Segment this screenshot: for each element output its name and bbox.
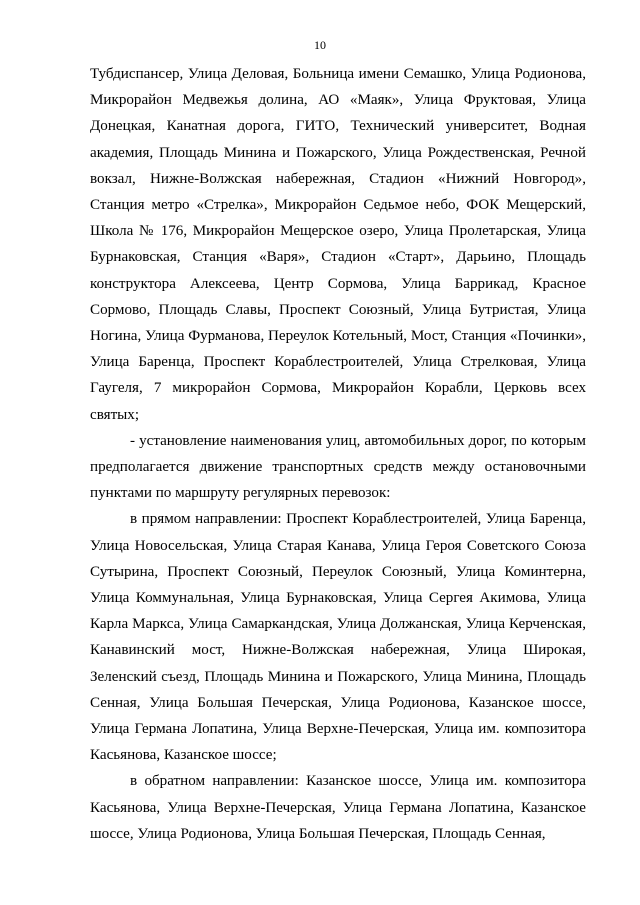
document-body [90,61,586,847]
paragraph-stop-list-continuation: Тубдиспансер, Улица Деловая, Больница имени Семашко, Улица Родионова, Микрорайон Медвежья долина, АО «Маяк», Улица Фруктовая, Улица Донецкая, Канатная дорога, ГИТО, Технический университет, Водная академия, Площадь Минина и Пожарского, Улица Рождественская, Речной вокзал, Нижне-Волжская набережная, Стадион «Нижний Новгород», Станция метро «Стрелка», Микрорайон Седьмое небо, ФОК Мещерский, Школа № 176, Микрорайон Мещерское озеро, Улица Пролетарская, Улица Бурнаковская, Станция «Варя», Стадион «Старт», Дарьино, Площадь конструктора Алексеева, Центр Сормова, Улица Баррикад, Красное Сормово, Площадь Славы, Проспект Союзный, Улица Бутристая, Улица Ногина, Улица Фурманова, Переулок Котельный, Мост, Станция «Починки», Улица Баренца, Проспект Кораблестроителей, Улица Стрелковая, Улица Гаугеля, 7 микрорайон Сормова, Микрорайон Корабли, Церковь всех святых; [90,66,586,423]
paragraph-forward-direction: в прямом направлении: Проспект Кораблестроителей, Улица Баренца, Улица Новосельская, Улица Старая Канава, Улица Героя Советского Союза Сутырина, Проспект Союзный, Переулок Союзный, Улица Коминтерна, Улица Коммунальная, Улица Бурнаковская, Улица Сергея Акимова, Улица Карла Маркса, Улица Самаркандская, Улица Должанская, Улица Керченская, Канавинский мост, Нижне-Волжская набережная, Улица Широкая, Зеленский съезд, Площадь Минина и Пожарского, Улица Минина, Площадь Сенная, Улица Большая Печерская, Улица Родионова, Казанское шоссе, Улица Германа Лопатина, Улица Верхне-Печерская, Улица им. композитора Касьянова, Казанское шоссе; [90,511,586,764]
paragraph-street-names-intro: - установление наименования улиц, автомобильных дорог, по которым предполагается движение транспортных средств между остановочными пунктами по маршруту регулярных перевозок: [90,432,586,502]
paragraph-reverse-direction: в обратном направлении: Казанское шоссе, Улица им. композитора Касьянова, Улица Верхне-Печерская, Улица Германа Лопатина, Казанское шоссе, Улица Родионова, Улица Большая Печерская, Площадь Сенная, [90,773,586,842]
page-number: 10 [314,38,326,52]
